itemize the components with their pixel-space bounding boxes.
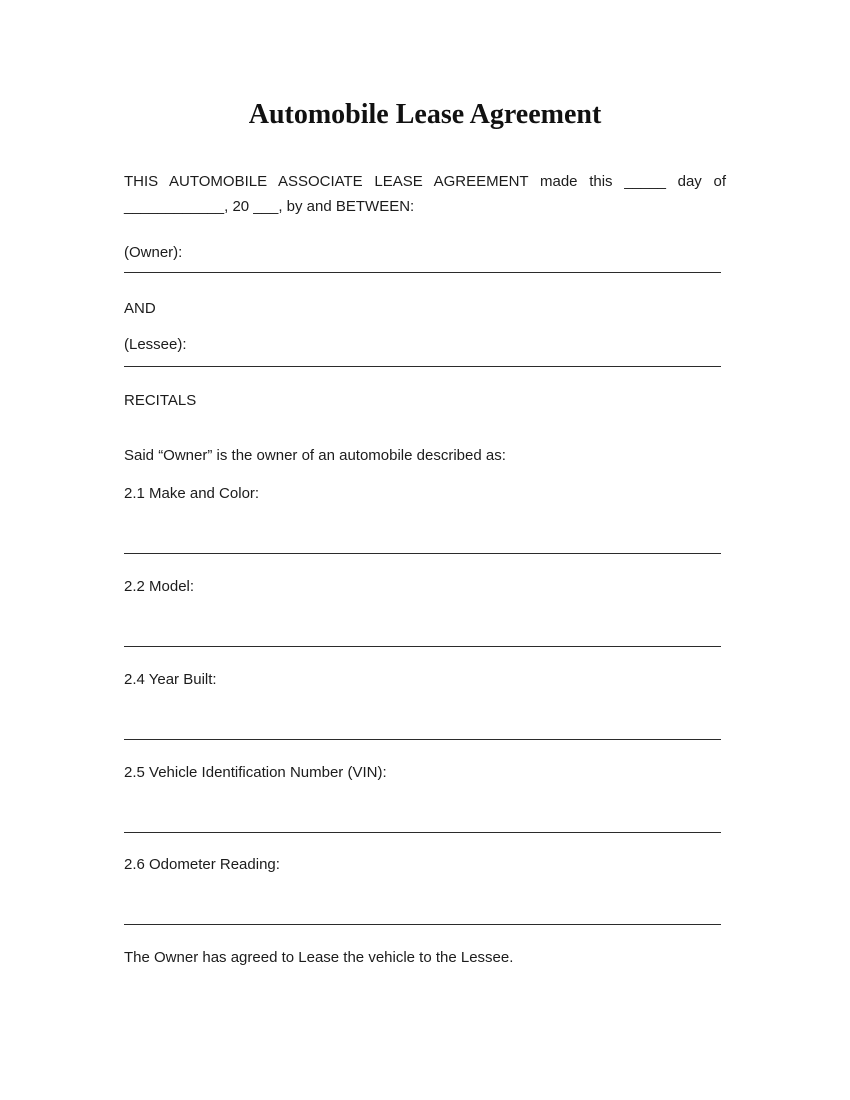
recitals-heading: RECITALS [124, 392, 197, 409]
field-2-6-odometer-label: 2.6 Odometer Reading: [124, 856, 280, 873]
field-2-4-year-built-label: 2.4 Year Built: [124, 671, 217, 688]
field-2-2-model-blank-line [124, 624, 721, 647]
field-2-1-make-color-blank-line [124, 531, 721, 554]
field-2-5-vin-label: 2.5 Vehicle Identification Number (VIN): [124, 764, 387, 781]
field-2-6-odometer-blank-line [124, 902, 721, 925]
field-2-1-make-color-label: 2.1 Make and Color: [124, 485, 260, 502]
closing-statement: The Owner has agreed to Lease the vehicle to the Lessee. [124, 949, 514, 966]
owner-blank-line [124, 250, 721, 273]
lessee-label: (Lessee): [124, 336, 187, 353]
page-title: Automobile Lease Agreement [248, 99, 602, 130]
field-2-5-vin-blank-line [124, 810, 721, 833]
intro-paragraph: THIS AUTOMOBILE ASSOCIATE LEASE AGREEMENT made this _____ day of ____________, 20 ___, by and BETWEEN: [124, 173, 726, 215]
recitals-intro: Said “Owner” is the owner of an automobile described as: [124, 447, 506, 464]
and-connector: AND [124, 300, 156, 317]
field-2-4-year-built-blank-line [124, 717, 721, 740]
lessee-blank-line [124, 344, 721, 367]
field-2-2-model-label: 2.2 Model: [124, 578, 195, 595]
owner-label: (Owner): [124, 244, 183, 261]
